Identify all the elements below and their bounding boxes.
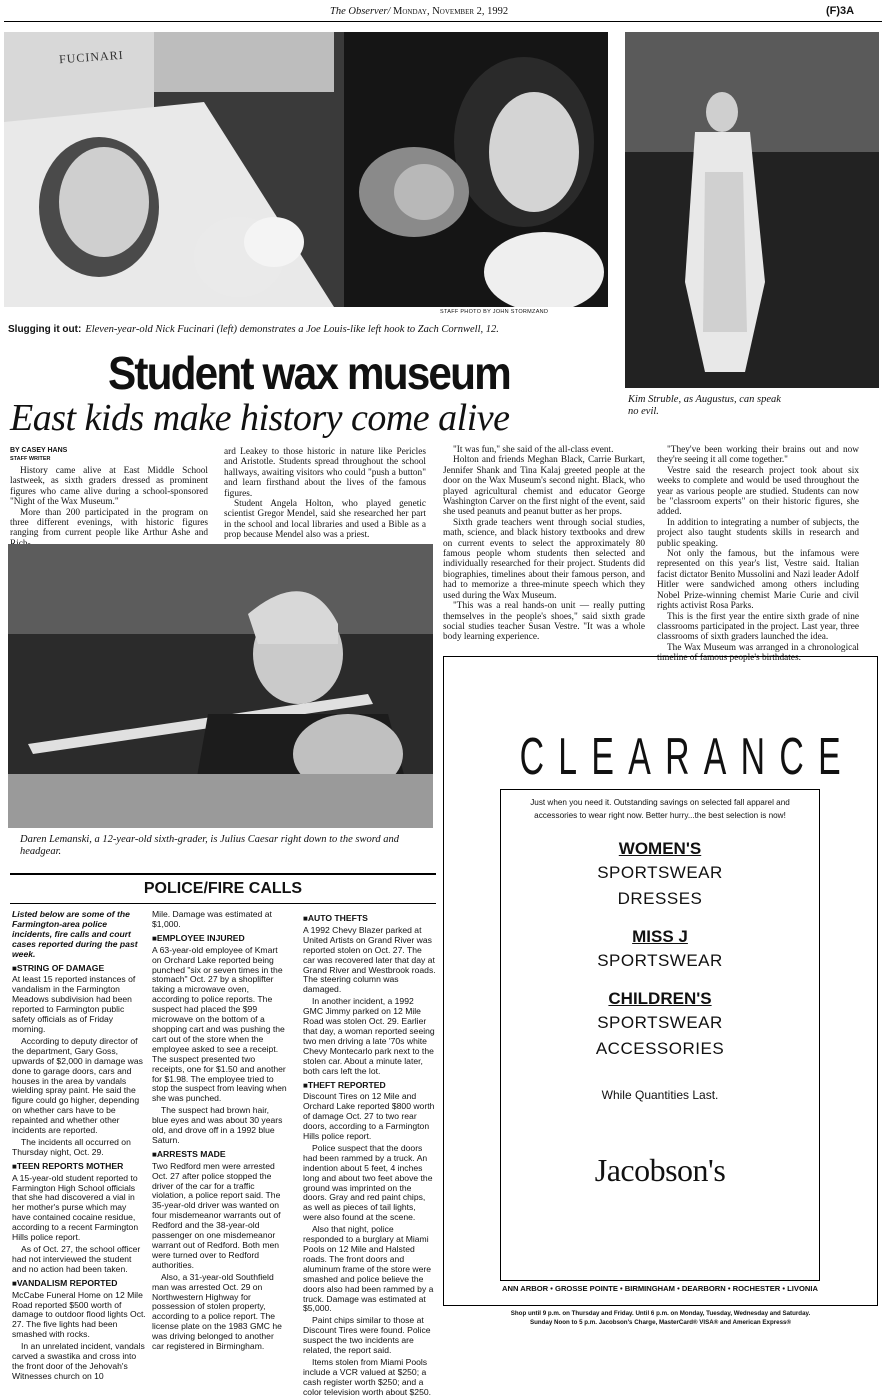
caesar-caption: Daren Lemanski, a 12-year-old sixth-grader, is Julius Caesar right down to the sword and headgear. (20, 834, 400, 857)
article-para: In addition to integrating a number of subjects, the project also taught students skills in research and public speaking. (657, 517, 859, 549)
police-para: Mile. Damage was estimated at $1,000. (152, 909, 272, 929)
police-para: At least 15 reported instances of vandalism in the Farmington Meadows subdivision had been reported to Farmington public safety officials as of Friday morning. (12, 974, 136, 1034)
subheadline: East kids make history come alive (10, 397, 510, 439)
ad-section-title: CHILDREN'S (608, 989, 712, 1008)
article-para: This is the first year the entire sixth grade of nine classrooms participated in the project. Last year, three classrooms of sixth graders launched the idea. (657, 611, 859, 643)
police-para: According to deputy director of the department, Gary Goss, upwards of $2,000 in damage was done to garage doors, cars and houses in the area by vandals wielding spray paint. He said the figure could go higher, depending on whether cars have to be repainted and whether other incidents are reported. (12, 1035, 143, 1136)
ad-headline: CLEARANCE (519, 728, 855, 786)
caption-text: Eleven-year-old Nick Fucinari (left) demonstrates a Joe Louis-like left hook to Zach Cornwell, 12. (85, 324, 499, 335)
police-col-1 (12, 910, 146, 1384)
police-para: A 63-year-old employee of Kmart on Orchard Lake reported being punched "six or seven times in the stomach" Oct. 27 by a shoplifter taking a microwave oven, according to police reports. The suspect had placed the $99 microwave on the bottom of a shopping cart and was pushing the cart out of the store when the employee asked to see a receipt. The suspect presented two receipts, one for $1.50 and another for $1.98. The employee tried to stop the suspect from leaving when she was punched. (152, 944, 287, 1104)
police-col-1-items (12, 964, 146, 1382)
caption-lead: Slugging it out: (8, 324, 82, 335)
article-col-3 (443, 445, 645, 643)
name-sign: FUCINARI (58, 47, 125, 67)
page-number: (F)3A (826, 5, 855, 17)
ad-inner-box (500, 789, 820, 1281)
police-bottom-rule (10, 903, 436, 904)
police-para: The suspect had brown hair, blue eyes and was about 30 years old, and drove off in a 1992 blue Saturn. (152, 1105, 283, 1145)
byline-name: BY CASEY HANS (10, 447, 68, 454)
police-para: Discount Tires on 12 Mile and Orchard Lake reported $800 worth of damage Oct. 27 to two rear doors, according to a Farmington Hills police report. (303, 1091, 435, 1142)
police-para: A 1992 Chevy Blazer parked at United Artists on Grand River was reported stolen on Oct. 27. The car was recovered later that day at Grand River and Westbrook roads. The steering column was damaged. (303, 924, 436, 995)
article-para: Sixth grade teachers went through social studies, math, science, and black history textbooks and drew on current events to select the approximately 80 famous people whom students then selected and individually researched for their project. Students did biographies, timelines about their famous person, and had to memorize a three-minute speech which they used during the Wax Museum. (443, 517, 645, 601)
ad-section-line: SPORTSWEAR (597, 951, 723, 970)
article-para: More than 200 participated in the program on three different evenings, with historic figures ranging from current people like Arthur Ashe and (10, 507, 208, 539)
photo-credit: STAFF PHOTO BY JOHN STORMZAND (440, 309, 549, 315)
article-para: "It was fun," she said of the all-class event. (453, 445, 614, 455)
article-para: Vestre said the research project took about six weeks to complete and would be used throughout the year as various people are studied. Students can now be "classroom experts" on their historic figures, she added. (657, 465, 859, 518)
masthead-line (330, 6, 508, 17)
issue-date: Monday, November 2, 1992 (393, 6, 509, 17)
police-para: Two Redford men were arrested Oct. 27 after police stopped the driver of the car for a traffic violation, a police report said. The 35-year-old driver was wanted on four misdemeanor warrants out of Redford and the 38-year-old passenger on one misdemeanor warrant out of Redford. Both men were turned over to Redford authorities. (152, 1160, 281, 1270)
police-subhead: ■ TEEN REPORTS MOTHER (12, 1162, 146, 1172)
augustus-caption: Kim Struble, as Augustus, can speak no evil. (628, 394, 781, 417)
police-col-2-items (152, 910, 287, 1352)
ad-intro: Just when you need it. Outstanding savings on selected fall apparel and accessories to wear right now. Better hurry...the best selection is now! (530, 797, 790, 820)
police-para: Also, a 31-year-old Southfield man was arrested Oct. 29 on Northwestern Highway for possession of stolen property, according to a police report. The license plate on the 1983 GMC he was driving belonged to another car registered in Birmingham. (152, 1271, 282, 1352)
header-rule (4, 21, 882, 22)
ad-section-line: SPORTSWEAR (597, 863, 723, 882)
ad-section-line: DRESSES (617, 889, 703, 908)
ad-section-line: SPORTSWEAR (597, 1013, 723, 1032)
caesar-photo (8, 544, 433, 828)
article-col-2 (224, 447, 426, 541)
boxing-photo-image (4, 32, 608, 307)
police-intro: Listed below are some of the Farmington-area police incidents, fire calls and court cases reported during the past week. (12, 909, 138, 959)
article-para: The Wax Museum was arranged in a chronological timeline of famous people's birthdates. (657, 642, 859, 664)
augustus-photo (625, 32, 879, 388)
ad-hours-line-2: Sunday Noon to 5 p.m. Jacobson's Charge, MasterCard® VISA® and American Express® (529, 1319, 792, 1326)
ad-note: While Quantities Last. (601, 1088, 719, 1102)
police-para: In an unrelated incident, vandals carved a swastika and cross into the front door of the Jehovah's Witnesses church on 10 (12, 1341, 145, 1381)
ad-section-title: WOMEN'S (618, 839, 702, 858)
police-top-rule (10, 873, 436, 875)
ad-store-list: ANN ARBOR • GROSSE POINTE • BIRMINGHAM • DEARBORN • ROCHESTER • LIVONIA (502, 1284, 818, 1293)
police-para: As of Oct. 27, the school officer had not interviewed the student and no action had been taken. (12, 1244, 141, 1274)
police-subhead: ■ VANDALISM REPORTED (12, 1279, 146, 1289)
police-para: Police suspect that the doors had been rammed by a truck. An indention about 5 feet, 4 inches long and about two feet above the ground was imprinted on the doors. Gray and red paint chips, as well as pieces of tail lights, were also found at the scene. (303, 1142, 433, 1223)
article-para: Student Angela Holton, who played genetic scientist Gregor Mendel, said she researched her part in the school and local libraries and used a Bible as a prop because Mendel also was a priest. (224, 499, 426, 541)
article-para: ard Leakey to those historic in nature like Pericles and Aristotle. Students spread throughout the school hallways, awaiting visitors who could "push a button" and learn firsthand about the lives of the famous figures. (224, 447, 426, 499)
jacobsons-ad (443, 656, 878, 1306)
ad-hours-line-1: Shop until 9 p.m. on Thursday and Friday. Until 6 p.m. on Monday, Tuesday, Wednesday and Saturday. (510, 1310, 811, 1317)
police-para: Paint chips similar to those at Discount Tires were found. Police suspect the two incidents are related, the report said. (303, 1315, 431, 1356)
ad-section-title: MISS J (632, 927, 688, 946)
boxing-caption (8, 319, 608, 337)
caesar-photo-image (8, 544, 433, 828)
police-subhead: ■ STRING OF DAMAGE (12, 964, 146, 974)
police-col-3 (303, 910, 436, 1400)
police-subhead: ■ THEFT REPORTED (303, 1081, 436, 1091)
paper-name: The Observer/ (330, 6, 391, 17)
headline: Student wax museum (108, 347, 510, 399)
article-para: Holton and friends Meghan Black, Carrie Burkart, Jennifer Shank and Tina Kalaj greeted people at the door on the Wax Museum's second night. Black, who played agricultural chemist and educator George Washington Carver on the first night of the event, said she used peanuts and peanut butter as her props. (443, 455, 645, 518)
boxing-photo (4, 32, 608, 307)
byline-role: STAFF WRITER (10, 456, 51, 462)
article-para: "They've been working their brains out and now they're seeing it all come together." (657, 445, 859, 466)
police-title: POLICE/FIRE CALLS (143, 880, 303, 897)
article-para: "This was a real hands-on unit — really putting themselves in the people's shoes," said sixth grade social studies teacher Susan Vestre. "It was a whole body learning experience. (443, 601, 645, 643)
augustus-photo-image (625, 32, 879, 388)
police-subhead: ■ AUTO THEFTS (303, 914, 436, 924)
article-para: Not only the famous, but the infamous were represented on this year's list, Vestre said. Italian facist dictator Benito Mussolini and Nazi leader Adolf Hitler were sandwiched among others including Nobel Prize-winning chemist Marie Curie and civil rights activist Rosa Parks. (657, 549, 859, 612)
ad-brand-logo: Jacobson's (594, 1152, 726, 1188)
police-para: McCabe Funeral Home on 12 Mile Road reported $500 worth of damage to outdoor flood lights Oct. 27. The five lights had been smashed with rocks. (12, 1289, 146, 1340)
article-para: History came alive at East Middle School lastweek, as sixth graders dressed as prominent figures who came alive during a school-sponsored "Night of the Wax Museum." (10, 466, 208, 508)
police-para: In another incident, a 1992 GMC Jimmy parked on 12 Mile Road was stolen Oct. 29. Earlier that day, a woman reported seeing two men driving a late '70s white Chevy Montecarlo park next to the stolen car. About a minute later, both cars left the lot. (303, 996, 435, 1076)
police-col-3-items (303, 914, 436, 1398)
police-para: Items stolen from Miami Pools include a VCR valued at $250; a cash register worth $250; and a color television worth about $250. (303, 1356, 432, 1397)
article-col-4 (657, 445, 859, 664)
ad-sections (501, 838, 819, 1062)
police-col-2 (152, 910, 287, 1354)
police-para: The incidents all occurred on Thursday night, Oct. 29. (12, 1136, 131, 1157)
ad-section-line: ACCESSORIES (595, 1039, 725, 1058)
police-subhead: ■ EMPLOYEE INJURED (152, 934, 287, 944)
article-col-1 (10, 447, 208, 549)
police-para: A 15-year-old student reported to Farmington High School officials that she had discovered a vial in her mother's purse which may have contained cocaine residue, according to a recent Farmington Hills police report. (12, 1172, 139, 1243)
police-subhead: ■ ARRESTS MADE (152, 1150, 287, 1160)
police-para: Also that night, police responded to a burglary at Miami Pools on 12 Mile and Halsted roads. The front doors and aluminum frame of the store were smashed and police believe the doors also had been rammed by a truck. Damage was estimated at $5,000. (303, 1224, 434, 1314)
